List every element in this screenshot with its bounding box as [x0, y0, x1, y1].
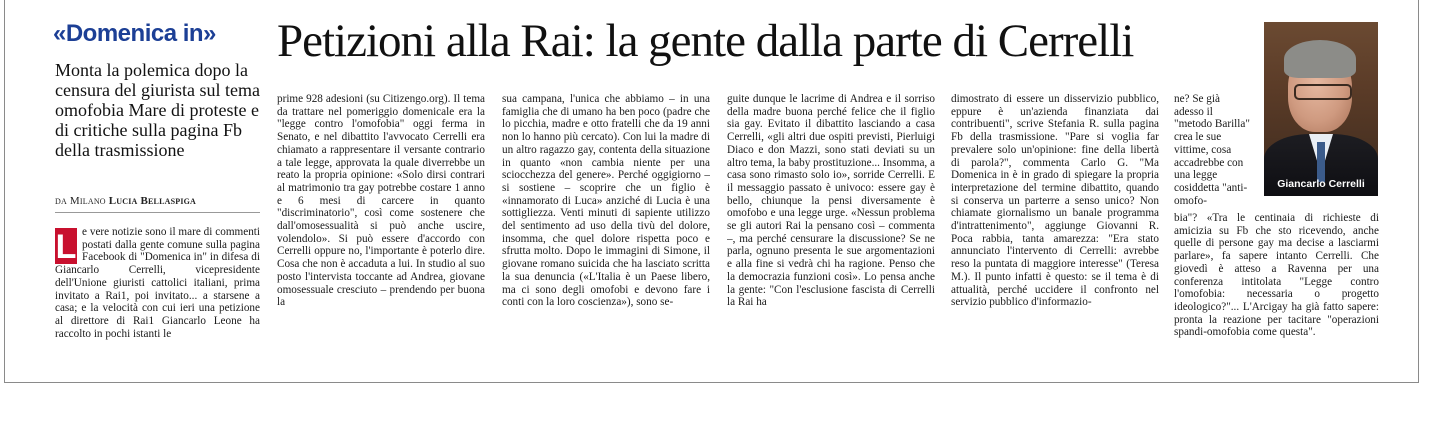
article-column-1 — [55, 226, 260, 376]
column-text: bia"? «Tra le centinaia di richieste di amicizia su Fb che sto ricevendo, anche quelle di persone gay ma decise a lasciarmi parlare», fa sapere intanto Cerrelli. Che giovedì è atteso a Ravenna per una conferenza intitolata "Legge contro l'omofobia: necessaria o progetto ideologico?"... L'Arcigay ha già fatto sapere: pronta la reazione per tacitare "operazioni spandi-omofobia come questa". — [1174, 212, 1379, 339]
article-column-2 — [277, 93, 485, 375]
column-text: guite dunque le lacrime di Andrea e il sorriso della madre buona perché felice che il figlio sia gay. Evitato il dibattito lasciando a casa Cerrelli, «gli altri due ospiti previsti, Pierluigi Diaco e don Mazzi, sono stati deviati su un altro tema, la baby prostituzione... Insomma, a casa sono rimasto solo io», sorride Cerrelli. E il messaggio passato è univoco: essere gay è bello, chiunque la pensi diversamente è omofobo e una legge urge. «Nessun problema se gli autori Rai la pensano così – commenta –, ma perché censurare la discussione? Se ne parla, ognuno presenta le sue argomentazioni e alla fine si vedrà chi ha ragione. Penso che la democrazia funzioni così». Lo pensa anche la gente: "Con l'esclusione fascista di Cerrelli la Rai ha — [727, 93, 935, 309]
subheadline: Monta la polemica dopo la censura del giurista sul tema omofobia Mare di proteste e di critiche sulla pagina Fb della trasmissione — [55, 60, 260, 160]
article-column-5 — [951, 93, 1159, 375]
photo-caption: Giancarlo Cerrelli — [1277, 178, 1365, 190]
article-column-6-top — [1174, 93, 1252, 213]
article-frame — [4, 0, 1419, 383]
byline-author: Lucia Bellaspiga — [108, 195, 197, 207]
byline-divider — [55, 212, 260, 213]
column-text: dimostrato di essere un disservizio pubblico, eppure è un'azienda finanziata dai contribuenti", scrive Stefania R. sulla pagina Fb della trasmissione. "Pare si voglia far prevalere solo un'opinione: fine della libertà di parola?", commenta Carlo G. "Ma Domenica in è in grado di spiegare la propria interpretazione del termine dibattito, quando si conserva un parterre a senso unico? Non chiamate giornalismo un banale programma d'intrattenimento", aggiunge Giovanni R. Poca rabbia, tanta amarezza: "Era stato annunciato l'intervento di Cerrelli: avrebbe reso la puntata di maggiore interesse" (Teresa M.). Il punto infatti è questo: se il tema è di attualità, perché uccidere il confronto nel servizio pubblico d'informazio- — [951, 93, 1159, 309]
article-column-3 — [502, 93, 710, 375]
photo-tie — [1317, 142, 1325, 182]
photo-glasses — [1294, 84, 1352, 100]
portrait-photo — [1264, 22, 1378, 196]
headline: Petizioni alla Rai: la gente dalla parte di Cerrelli — [277, 15, 1134, 67]
section-kicker: «Domenica in» — [53, 20, 216, 47]
byline-location: da Milano — [55, 195, 106, 207]
byline — [55, 195, 265, 207]
column-text: ne? Se già adesso il "metodo Barilla" crea le sue vittime, cosa accadrebbe con una legge cosiddetta "anti-omofo- — [1174, 93, 1250, 207]
column-text: prime 928 adesioni (su Citizengo.org). Il tema da trattare nel pomeriggio domenicale era la "legge contro l'omofobia" oggi ferma in Senato, e nel dibattito l'avvocato Cerrelli era chiamato a rappresentare il versante contrario a tale legge, approvata la quale diverrebbe un reato la propria opinione: «Solo dirsi contrari al matrimonio tra gay potrebbe costare 1 anno e 6 mesi di carcere in quanto "discriminatorio", così come sostenere che dall'omosessualità si può anche uscire, volendolo». Si può essere d'accordo con Cerrelli oppure no, l'importante è poterlo dire. Cosa che non è accaduta a lui. In studio al suo posto l'intervista toccante ad Andrea, giovane omosessuale cresciuto – prendendo per buona la — [277, 93, 485, 309]
photo-hair — [1284, 40, 1356, 78]
article-column-6-bottom — [1174, 212, 1379, 377]
drop-cap: L — [55, 228, 77, 266]
article-column-4 — [727, 93, 935, 375]
column-text: e vere notizie sono il mare di commenti postati dalla gente comune sulla pagina Facebook di "Domenica in" in difesa di Giancarlo Cerrelli, vicepresidente dell'Unione giuristi cattolici italiani, prima invitato a Rai1, poi invitato... a starsene a casa; e la velocità con cui ieri una petizione al direttore di Rai1 Giancarlo Leone ha raccolto in pochi istanti le — [55, 226, 260, 340]
column-text: sua campana, l'unica che abbiamo – in una famiglia che di umano ha ben poco (padre che lo picchia, madre e otto fratelli che da 19 anni non lo hanno più cercato). Con lui la madre di un altro ragazzo gay, contenta della situazione in quanto «non cambia niente per una sciocchezza del genere». Perché oggigiorno – si sostiene – scoprire che un figlio è «innamorato di Luca» anziché di Lucia è una sottigliezza. Venti minuti di sapiente utilizzo del sentimento ad uso della tivù del dolore, insomma, che quel dolore rispetta poco e sfrutta molto. Dopo le immagini di Simone, il giovane romano suicida che ha lasciato scritta la sua denuncia («L'Italia è un Paese libero, ma ci sono degli omofobi e devono fare i conti con la loro coscienza»), sono se- — [502, 93, 710, 309]
